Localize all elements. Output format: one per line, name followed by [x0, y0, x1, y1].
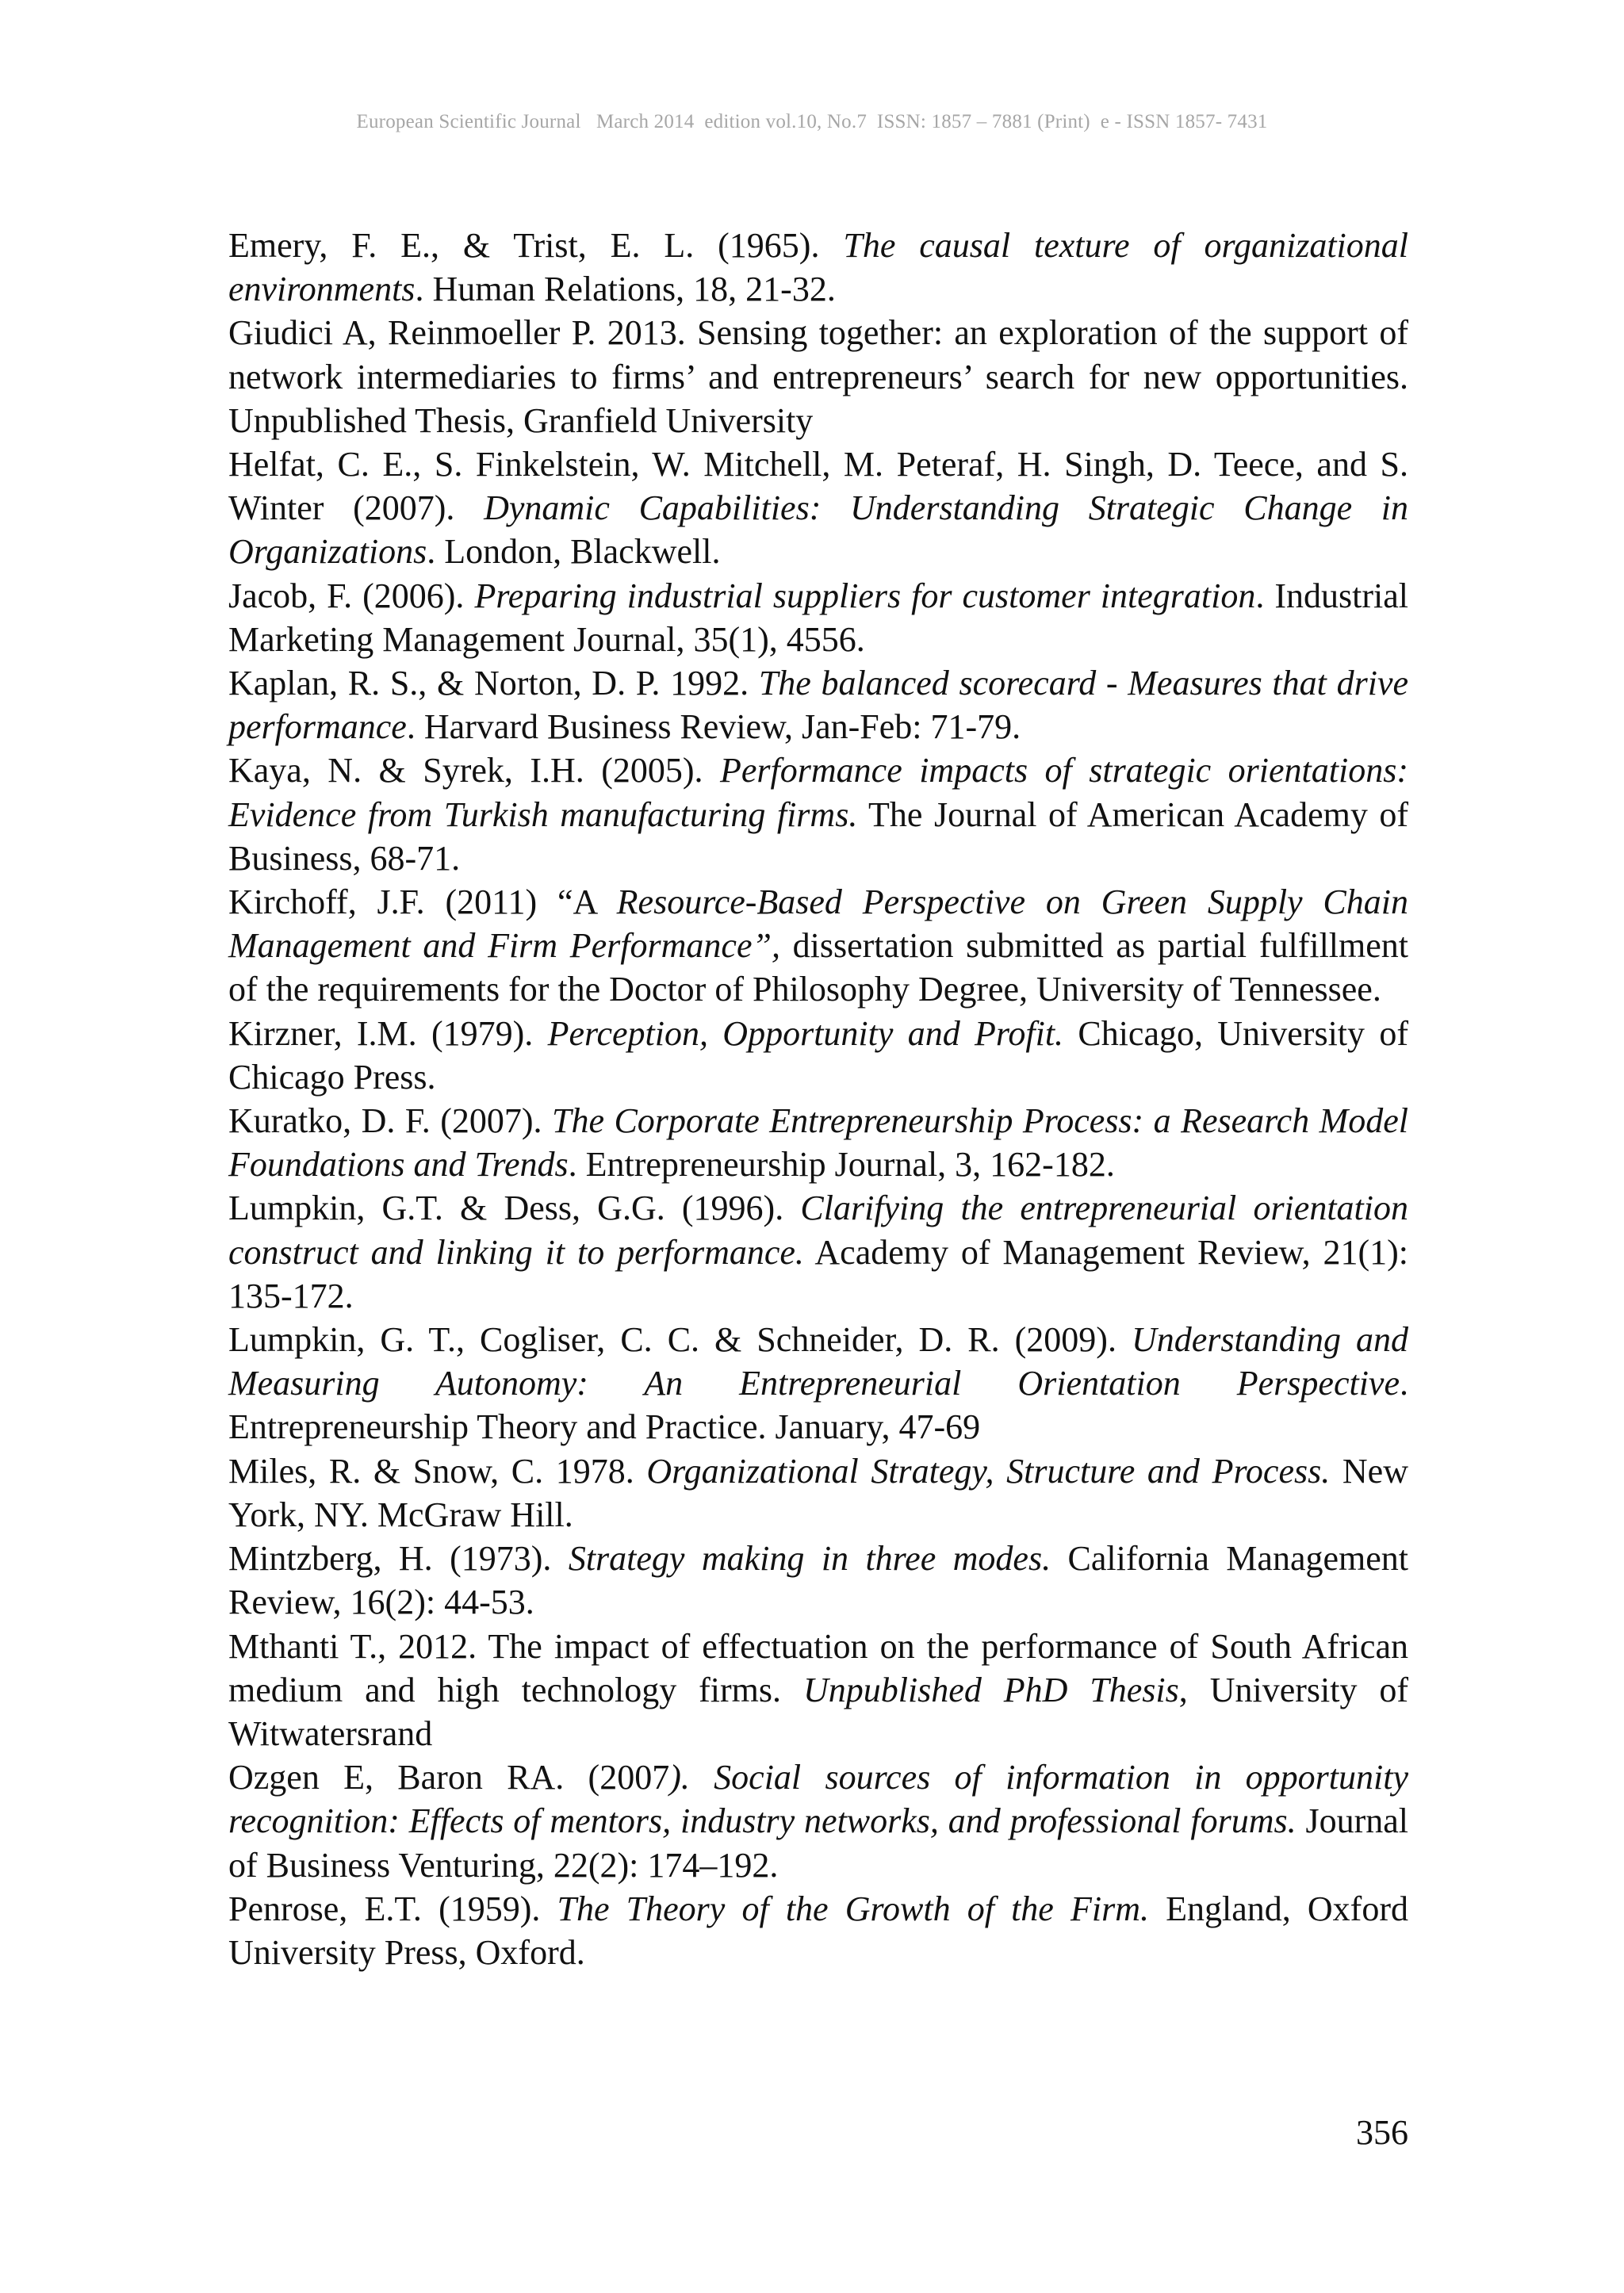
reference-text: . Entrepreneurship Theory and Practice. January, 47-69 — [228, 1364, 1408, 1447]
reference-list — [228, 224, 1408, 1974]
reference-text: Journal of Business Venturing, 22(2): 174–192. — [228, 1801, 1408, 1885]
reference-text: . Industrial Marketing Management Journal, 35(1), 4556. — [228, 576, 1409, 659]
page-number: 356 — [1356, 2113, 1408, 2152]
reference-entry — [228, 1537, 1408, 1624]
reference-entry — [228, 1099, 1408, 1186]
reference-title: Dynamic Capabilities: Understanding Strategic Change in Organizations — [228, 488, 1408, 572]
reference-title: Perception, Opportunity and Profit. — [547, 1013, 1064, 1053]
reference-entry — [228, 1012, 1408, 1099]
reference-text: dissertation submitted as partial fulfillment of the requirements for the Doctor of Philosophy Degree, University of Tennessee. — [228, 926, 1408, 1009]
reference-text: Academy of Management Review, 21(1): 135-172. — [228, 1232, 1408, 1315]
reference-title: The Corporate Entrepreneurship Process: a Research Model Foundations and Trends — [228, 1101, 1409, 1185]
reference-text: Helfat, C. E., S. Finkelstein, W. Mitchell, M. Peteraf, H. Singh, D. Teece, and S. Winter (2007). — [228, 445, 1408, 528]
reference-title: Clarifying the entrepreneurial orientation construct and linking it to performance. — [228, 1189, 1408, 1272]
reference-title: Preparing industrial suppliers for customer integration — [474, 576, 1256, 615]
reference-text: Ozgen E, Baron RA. (2007 — [228, 1758, 670, 1797]
reference-text: Emery, F. E., & Trist, E. L. (1965). — [228, 226, 844, 265]
reference-entry — [228, 661, 1408, 748]
reference-entry — [228, 1186, 1408, 1318]
reference-title: Performance impacts of strategic orientations: Evidence from Turkish manufacturing firms. — [228, 751, 1408, 834]
reference-text: Miles, R. & Snow, C. 1978. — [228, 1451, 647, 1491]
reference-entry — [228, 224, 1408, 311]
reference-title: The balanced scorecard - Measures that drive performance — [228, 664, 1409, 747]
reference-entry — [228, 574, 1408, 661]
reference-entry — [228, 1755, 1408, 1887]
reference-text: England, Oxford University Press, Oxford. — [228, 1889, 1408, 1972]
reference-text: Penrose, E.T. (1959). — [228, 1889, 557, 1928]
reference-text: Mintzberg, H. (1973). — [228, 1539, 569, 1579]
reference-text: Lumpkin, G. T., Cogliser, C. C. & Schneider, D. R. (2009). — [228, 1320, 1132, 1360]
reference-text: Mthanti T., 2012. The impact of effectuation on the performance of South African medium and high technology firms. — [228, 1626, 1408, 1709]
running-header: European Scientific Journal March 2014 edition vol.10, No.7 ISSN: 1857 – 7881 (Print) e - ISSN 1857- 7431 — [356, 111, 1268, 132]
reference-entry — [228, 748, 1408, 880]
reference-text: . Entrepreneurship Journal, 3, 162-182. — [568, 1145, 1115, 1185]
reference-text: Kaya, N. & Syrek, I.H. (2005). — [228, 751, 721, 790]
reference-entry — [228, 1449, 1408, 1537]
reference-text: . Harvard Business Review, Jan-Feb: 71-79. — [406, 707, 1021, 747]
reference-text: Giudici A, Reinmoeller P. 2013. Sensing together: an exploration of the support of network intermediaries to firms’ and entrepreneurs’ search for new opportunities. Unpublished Thesis, Granfield University — [228, 313, 1408, 440]
reference-text: Chicago, University of Chicago Press. — [228, 1013, 1408, 1097]
reference-entry — [228, 1887, 1408, 1974]
reference-entry — [228, 1318, 1408, 1449]
reference-text: Kuratko, D. F. (2007). — [228, 1101, 553, 1141]
reference-title: Organizational Strategy, Structure and Process. — [646, 1451, 1331, 1491]
reference-text: Kirchoff, J.F. (2011) “A — [228, 882, 617, 922]
reference-text: Kaplan, R. S., & Norton, D. P. 1992. — [228, 664, 759, 703]
reference-title: Strategy making in three modes. — [568, 1539, 1051, 1579]
reference-title: Understanding and Measuring Autonomy: An Entrepreneurial Orientation Perspective — [228, 1320, 1409, 1403]
reference-text: , University of Witwatersrand — [228, 1670, 1409, 1753]
reference-text: . Human Relations, 18, 21-32. — [415, 270, 836, 309]
reference-title: Resource-Based Perspective on Green Supply Chain Management and Firm Performance”, — [228, 882, 1408, 966]
reference-text: . London, Blackwell. — [427, 532, 721, 572]
reference-text: Kirzner, I.M. (1979). — [228, 1013, 548, 1053]
reference-text: Lumpkin, G.T. & Dess, G.G. (1996). — [228, 1189, 801, 1228]
reference-text: New York, NY. McGraw Hill. — [228, 1451, 1408, 1534]
reference-title: ). Social sources of information in opportunity recognition: Effects of mentors, industry networks, and professional forums. — [228, 1758, 1409, 1841]
reference-entry — [228, 442, 1408, 574]
reference-entry — [228, 311, 1408, 442]
reference-title: The causal texture of organizational environments — [228, 226, 1409, 309]
reference-entry — [228, 880, 1408, 1012]
reference-text: California Management Review, 16(2): 44-53. — [228, 1539, 1409, 1622]
reference-entry — [228, 1625, 1408, 1756]
reference-title: The Theory of the Growth of the Firm. — [557, 1889, 1149, 1928]
reference-text: The Journal of American Academy of Business, 68-71. — [228, 794, 1408, 878]
reference-title: Unpublished PhD Thesis — [802, 1670, 1179, 1709]
reference-text: Jacob, F. (2006). — [228, 576, 475, 615]
